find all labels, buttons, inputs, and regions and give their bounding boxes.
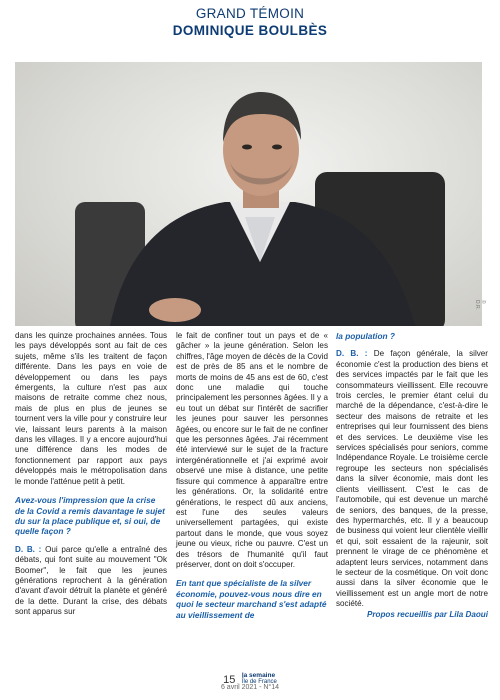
interview-question: En tant que spécialiste de la silver économie, pouvez-vous nous dire en quoi le secteur marchand s'est adapté au vieillissement de [176,578,327,620]
speaker-initials: D. B. : [15,544,42,554]
portrait-photo [15,62,482,326]
portrait-illustration [15,62,482,326]
interview-question: Avez-vous l'impression que la crise de la Covid a remis davantage le sujet du sur la place publique et, si oui, de quelle façon ? [15,495,165,537]
section-kicker: GRAND TÉMOIN [195,6,305,21]
answer-text: Oui parce qu'elle a entraîné des débats, qui font suite au mouvement "Ok Boomer", le fait que les jeunes générations reprochent à la génération d'avant d'avoir détruit la planète et généré de la dette. Durant la crise, des débats sont apparus sur [15,544,167,617]
interview-question-end: la population ? [336,331,395,341]
column-2 [176,331,328,620]
logo-line-mid: Île de [241,678,257,685]
paragraph [336,349,488,609]
article-header [0,6,500,39]
interviewee-name: DOMINIQUE BOULBÈS [172,23,328,38]
page-number: 15 [223,674,236,686]
photo-credit: © D.R. [474,300,486,310]
speaker-initials: D. B. : [336,349,368,359]
paragraph: le fait de confiner tout un pays et de « gâcher » la jeune génération. Selon les chiffres, l'âge moyen de décès de la Covid est de près de 85 ans et le nombre de morts de moins de 45 ans est de 60, c'est donc une maladie qui touche principalement les personnes âgées. Il y a eu tout un débat sur l'intérêt de sacrifier les jeunes pour sauver les personnes âgées, ou encore sur le fait de ne confiner que les personnes âgées. J'ai récemment été interviewé sur le sujet de la fracture intergénérationnelle et j'ai exprimé avoir observé une mise à distance, une petite fissure qui commence à apparaître entre les générations. Or, la solidarité entre générations, le respect dû aux anciens, est l'une des seules valeurs universellement partagées, qui existe partout dans le monde, que vous soyez jeune ou vieux, riche ou pauvre. C'est un des trésors de l'humanité qu'il faut préserver, dont on doit s'occuper. [176,331,328,569]
answer-text: De façon générale, la silver économie c'est la production des biens et des services impactés par le fait que les consommateurs vieillissent. Elle recouvre trois cercles, le premier étant celui du marché de la dépendance, c'est-à-dire le secteur des maisons de retraite et les entreprises qui leur fournissent des biens et des services. Le deuxième vise les services spécialisés pour seniors, comme Indépendance Royale. Le troisième cercle regroupe les secteurs non spécialisés dans la silver économie, mais dont les clients vieillissent. C'est le cas de l'automobile, qui est devenue un marché de seniors, des banques, de la presse, des hypermarchés, etc. Il y a beaucoup de business qui voient leur clientèle vieillir et qui, soit essaient de la rajeunir, soit prennent le virage de ce phénomène et adaptent leurs services, notamment dans le secteur de la cosmétique. On voit donc aussi dans la silver économie que le vieillissement est un angle mort de notre société. [336,349,488,609]
logo-line-bottom: France [258,678,277,685]
issue-date: 6 avril 2021 - N°14 [220,684,280,691]
paragraph: dans les quinze prochaines années. Tous les pays développés sont au fait de ces sujets, même s'ils les traitent de façon différente. Dans les pays en voie de développement ou dans les pays émergents, la culture n'est pas aux maisons de retraite comme chez nous, mais de plus en plus de jeunes se tournent vers la ville pour y construire leur vie, laissant leurs parents à la maison dans les villages. Il y a encore aujourd'hui une différence dans les modes de fonctionnement par rapport aux pays développés mais le métropolisation dans le monde l'atténue petit à petit. [15,331,167,486]
paragraph [15,545,167,618]
column-1 [15,331,167,618]
magazine-logo [242,673,277,685]
column-3 [336,331,488,620]
logo-line-top: la semaine [241,671,276,679]
byline: Propos recueillis par Lila Daoui [367,609,488,619]
